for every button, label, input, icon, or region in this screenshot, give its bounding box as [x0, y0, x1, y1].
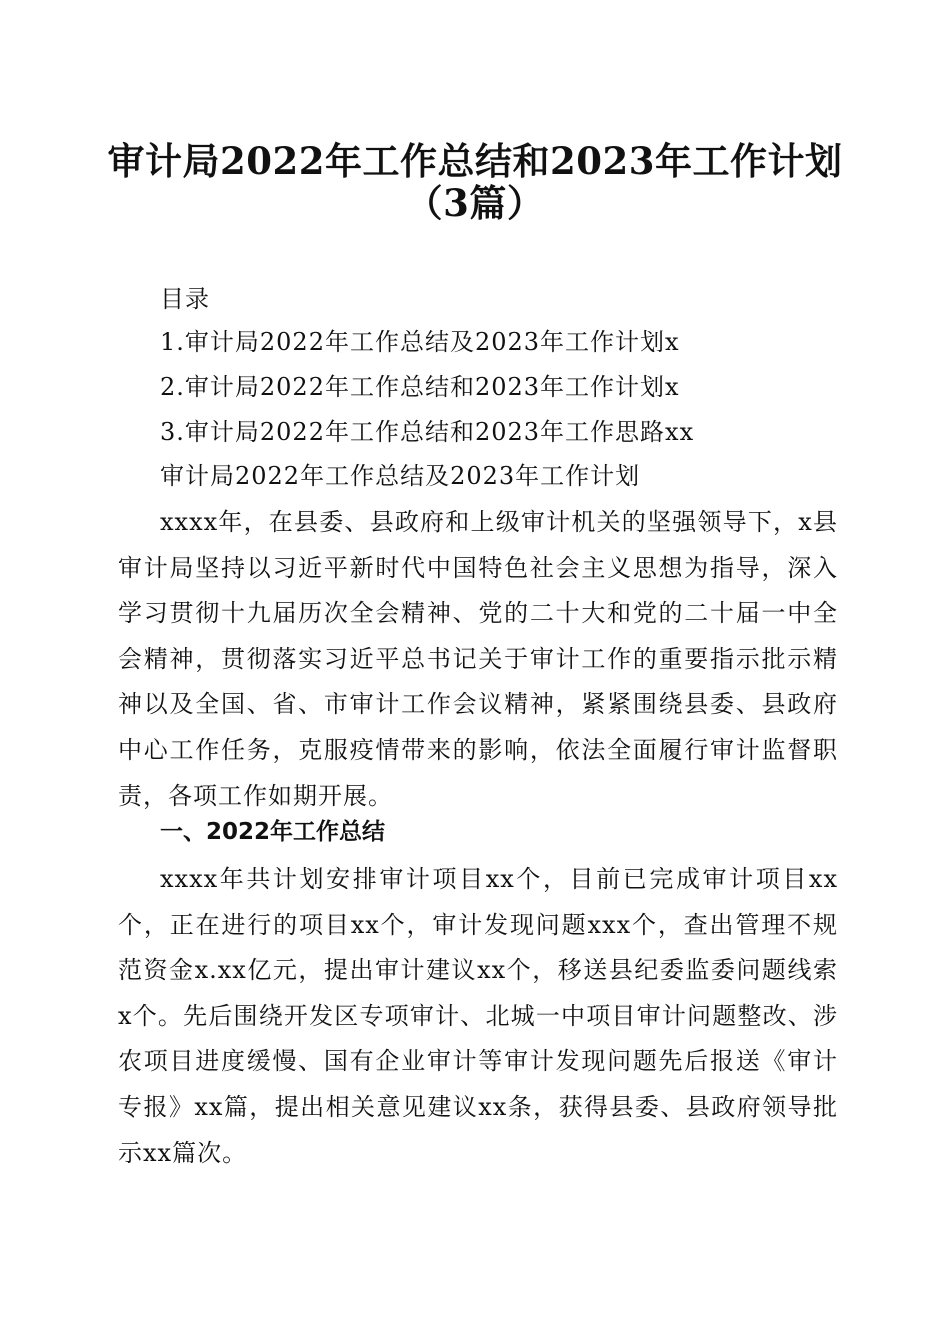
document-subtitle: （3篇）	[405, 181, 545, 225]
document-title: 审计局2022年工作总结和2023年工作计划	[107, 139, 843, 183]
toc-item-2: 2.审计局2022年工作总结和2023年工作计划x	[160, 373, 680, 401]
section1-paragraph: xxxx年共计划安排审计项目xx个，目前已完成审计项目xx个，正在进行的项目xx个，审计发现问题xxx个，查出管理不规范资金x.xx亿元，提出审计建议xx个，移送县纪委监委问题线索x个。先后围绕开发区专项审计、北城一中项目审计问题整改、涉农项目进度缓慢、国有企业审计等审计发现问题先后报送《审计专报》xx篇，提出相关意见建议xx条，获得县委、县政府领导批示xx篇次。	[118, 865, 838, 1167]
intro-paragraph: xxxx年，在县委、县政府和上级审计机关的坚强领导下，x县审计局坚持以习近平新时代中国特色社会主义思想为指导，深入学习贯彻十九届历次全会精神、党的二十大和党的二十届一中全会精神，贯彻落实习近平总书记关于审计工作的重要指示批示精神以及全国、省、市审计工作会议精神，紧紧围绕县委、县政府中心工作任务，克服疫情带来的影响，依法全面履行审计监督职责，各项工作如期开展。	[118, 508, 838, 810]
toc-item-1: 1.审计局2022年工作总结及2023年工作计划x	[160, 328, 680, 356]
toc-heading: 目录	[160, 285, 210, 313]
section-heading-1: 一、2022年工作总结	[160, 819, 386, 845]
article-title: 审计局2022年工作总结及2023年工作计划	[160, 462, 641, 490]
toc-item-3: 3.审计局2022年工作总结和2023年工作思路xx	[160, 418, 695, 446]
